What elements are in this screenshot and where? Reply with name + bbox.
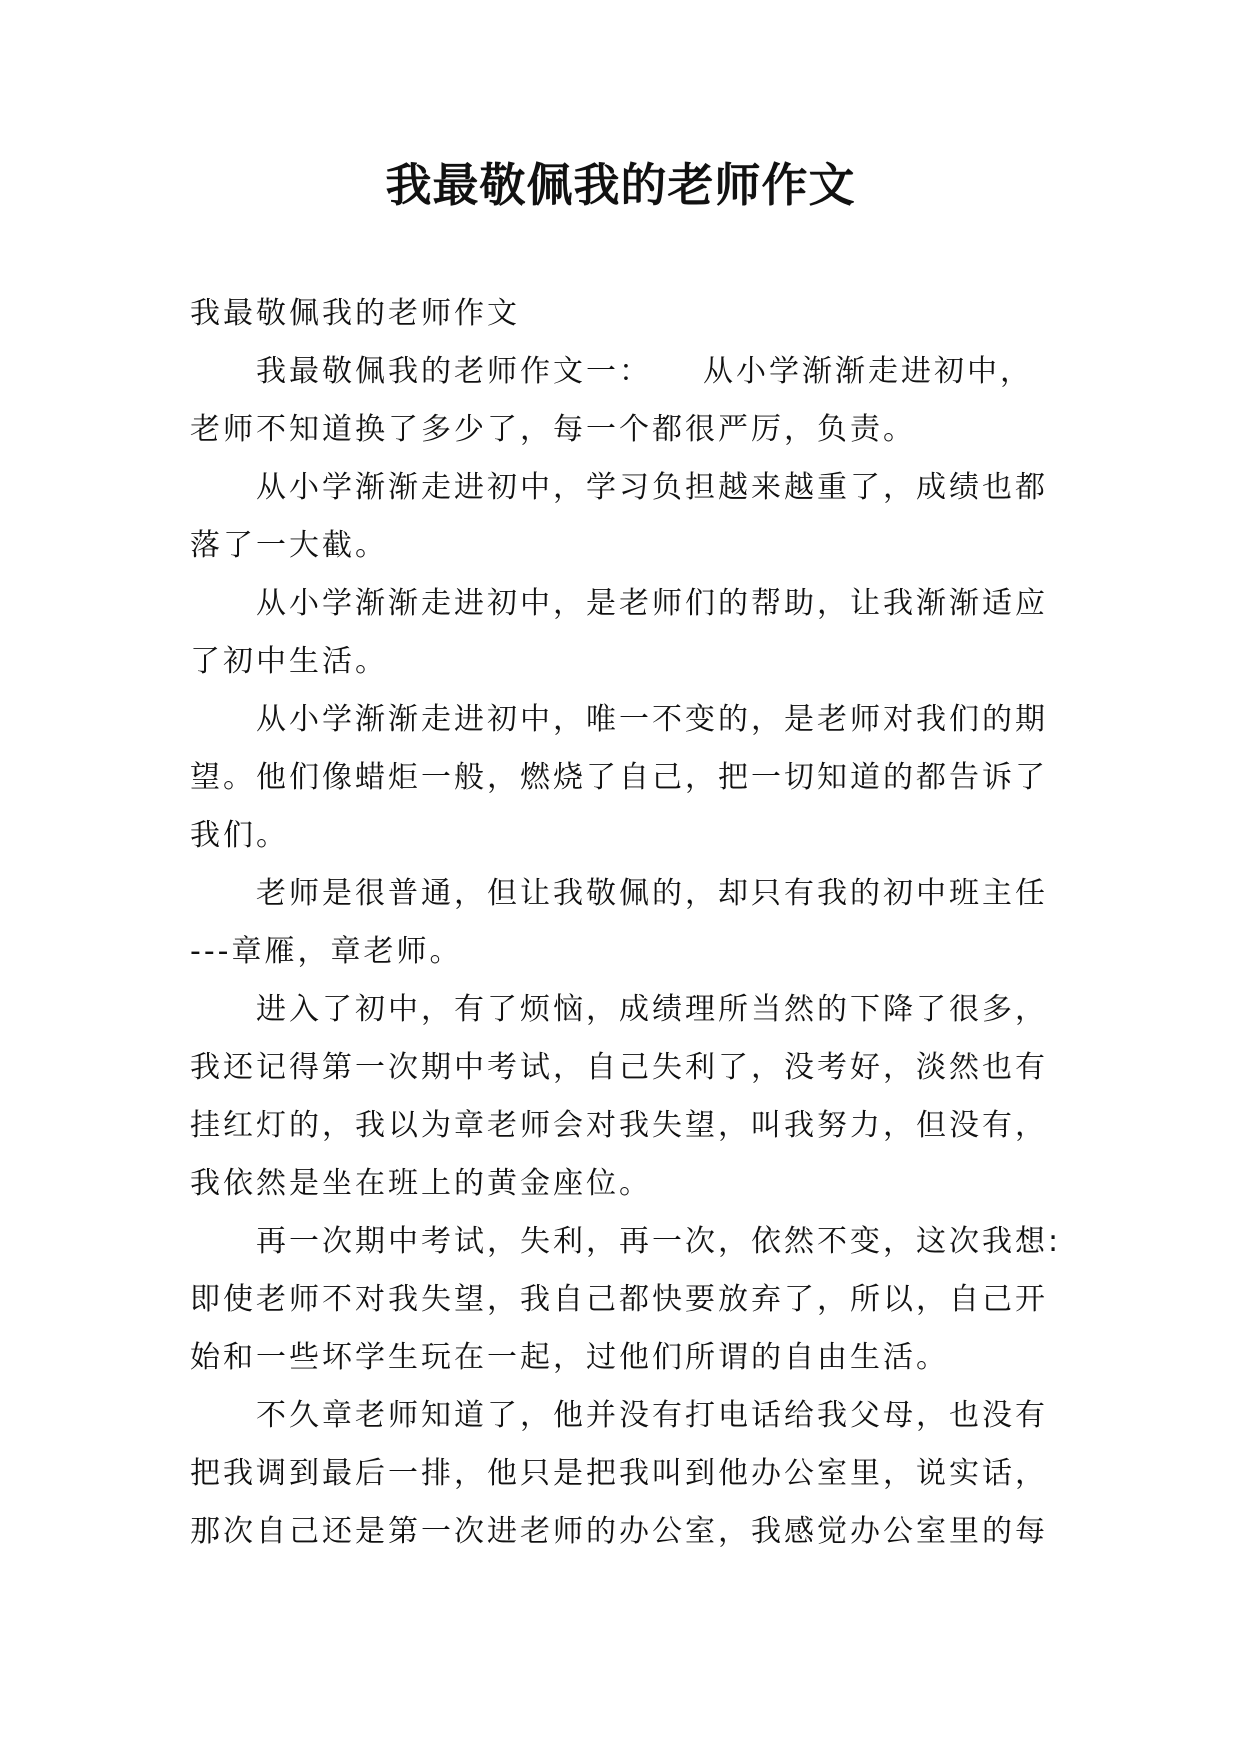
paragraph-line: 老师不知道换了多少了，每一个都很严厉，负责。 [190, 412, 916, 447]
paragraph [190, 575, 1065, 691]
paragraph-line: 我们。 [190, 818, 289, 853]
paragraph [190, 285, 1065, 343]
paragraph-line: 我最敬佩我的老师作文 [190, 296, 520, 331]
paragraph-line: 再一次期中考试，失利，再一次，依然不变，这次我想: [256, 1224, 1062, 1259]
paragraph [190, 459, 1065, 575]
paragraph-line: 了初中生活。 [190, 644, 388, 679]
paragraph-line: 挂红灯的，我以为章老师会对我失望，叫我努力，但没有， [190, 1108, 1048, 1143]
paragraph [190, 343, 1065, 459]
paragraph-line: 即使老师不对我失望，我自己都快要放弃了，所以，自己开 [190, 1282, 1048, 1317]
paragraph-line: 从小学渐渐走进初中，唯一不变的，是老师对我们的期 [256, 702, 1048, 737]
paragraph [190, 865, 1065, 981]
paragraph-line: 那次自己还是第一次进老师的办公室，我感觉办公室里的每 [190, 1514, 1048, 1549]
paragraph-line: 不久章老师知道了，他并没有打电话给我父母，也没有 [256, 1398, 1048, 1433]
paragraph-line: 我最敬佩我的老师作文一： 从小学渐渐走进初中， [256, 354, 1033, 389]
document-body [190, 285, 1065, 1561]
paragraph-line: 把我调到最后一排，他只是把我叫到他办公室里，说实话， [190, 1456, 1048, 1491]
document-title: 我最敬佩我的老师作文 [385, 158, 856, 212]
paragraph-line: 望。他们像蜡炬一般，燃烧了自己，把一切知道的都告诉了 [190, 760, 1048, 795]
paragraph [190, 691, 1065, 865]
paragraph-line: ---章雁，章老师。 [190, 934, 463, 969]
paragraph-line: 从小学渐渐走进初中，是老师们的帮助，让我渐渐适应 [256, 586, 1048, 621]
paragraph [190, 1213, 1065, 1387]
paragraph [190, 981, 1065, 1213]
paragraph-line: 进入了初中，有了烦恼，成绩理所当然的下降了很多， [256, 992, 1048, 1027]
paragraph-line: 从小学渐渐走进初中，学习负担越来越重了，成绩也都 [256, 470, 1048, 505]
paragraph-line: 落了一大截。 [190, 528, 388, 563]
paragraph-line: 我依然是坐在班上的黄金座位。 [190, 1166, 652, 1201]
paragraph-line: 老师是很普通，但让我敬佩的，却只有我的初中班主任 [256, 876, 1048, 911]
paragraph-line: 我还记得第一次期中考试，自己失利了，没考好，淡然也有 [190, 1050, 1048, 1085]
paragraph-line: 始和一些坏学生玩在一起，过他们所谓的自由生活。 [190, 1340, 949, 1375]
paragraph [190, 1387, 1065, 1561]
